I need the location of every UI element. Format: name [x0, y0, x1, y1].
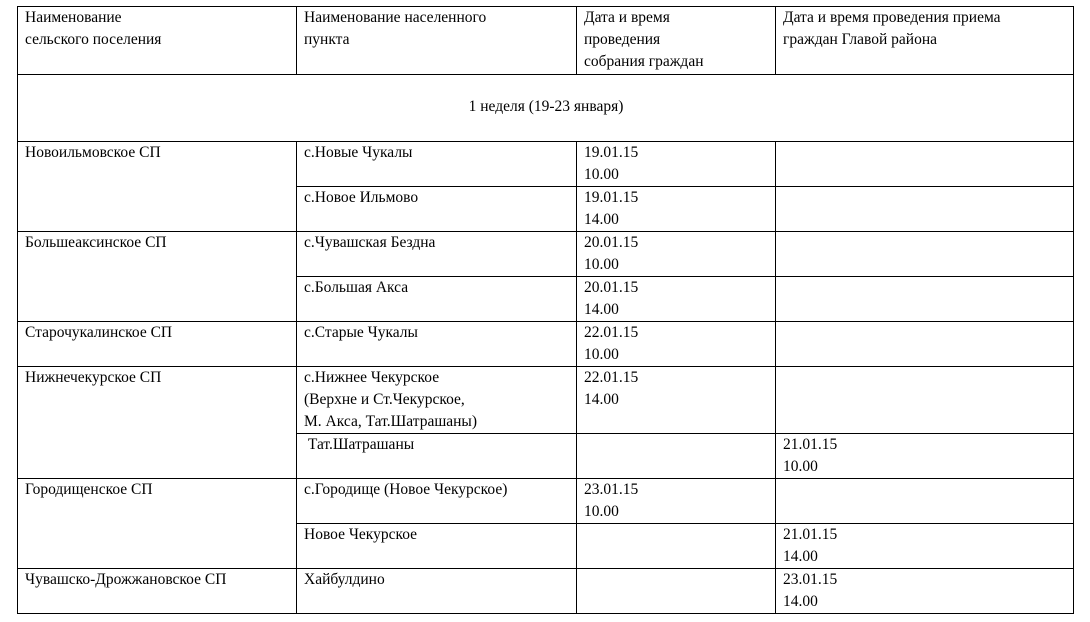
- table-row: [18, 479, 1074, 524]
- reception-cell: [776, 479, 1074, 524]
- locality-line: с.Нижнее Чекурское: [304, 369, 440, 386]
- locality-line: с.Старые Чукалы: [304, 324, 418, 341]
- week-row: [18, 75, 1074, 142]
- reception-date: 23.01.15: [783, 571, 838, 588]
- reception-time: 14.00: [783, 548, 818, 565]
- header-settlement: [18, 7, 297, 75]
- meeting-time: 14.00: [584, 391, 619, 408]
- reception-cell: [776, 367, 1074, 434]
- reception-cell: [776, 142, 1074, 187]
- meeting-time: 10.00: [584, 166, 619, 183]
- settlement-cell: Новоильмовское СП: [18, 142, 297, 232]
- meeting-cell: [577, 322, 776, 367]
- meeting-cell: [577, 434, 776, 479]
- locality-cell: [297, 142, 577, 187]
- locality-cell: [297, 569, 577, 614]
- reception-date: 21.01.15: [783, 436, 838, 453]
- locality-line: Новое Чекурское: [304, 526, 418, 543]
- settlement-cell: Нижнечекурское СП: [18, 367, 297, 479]
- meeting-date: 19.01.15: [584, 189, 639, 206]
- meeting-cell: [577, 232, 776, 277]
- locality-line: с.Городище (Новое Чекурское): [304, 481, 508, 498]
- locality-line: с.Новое Ильмово: [304, 189, 419, 206]
- locality-cell: [297, 232, 577, 277]
- locality-cell: [297, 479, 577, 524]
- settlement-cell: Большеаксинское СП: [18, 232, 297, 322]
- meeting-date: 19.01.15: [584, 144, 639, 161]
- header-text: Наименование населенного: [304, 9, 487, 26]
- meeting-cell: [577, 142, 776, 187]
- meeting-cell: [577, 569, 776, 614]
- table-row: [18, 232, 1074, 277]
- reception-cell: [776, 569, 1074, 614]
- locality-line: с.Чувашская Бездна: [304, 234, 436, 251]
- meeting-time: 10.00: [584, 503, 619, 520]
- header-text: Дата и время проведения приема: [783, 9, 1001, 26]
- header-text: сельского поселения: [25, 31, 162, 48]
- locality-cell: [297, 187, 577, 232]
- meeting-cell: [577, 367, 776, 434]
- settlement-cell: Городищенское СП: [18, 479, 297, 569]
- table-row: [18, 322, 1074, 367]
- reception-cell: [776, 322, 1074, 367]
- header-text: проведения: [584, 31, 661, 48]
- meeting-date: 22.01.15: [584, 324, 639, 341]
- meeting-cell: [577, 277, 776, 322]
- meeting-time: 10.00: [584, 256, 619, 273]
- meeting-cell: [577, 524, 776, 569]
- locality-cell: [297, 277, 577, 322]
- meeting-cell: [577, 187, 776, 232]
- header-text: Дата и время: [584, 9, 670, 26]
- meeting-date: 20.01.15: [584, 279, 639, 296]
- reception-cell: [776, 187, 1074, 232]
- header-row: [18, 7, 1074, 75]
- week-label: 1 неделя (19-23 января): [18, 75, 1074, 142]
- reception-cell: [776, 524, 1074, 569]
- locality-line: (Верхне и Ст.Чекурское,: [304, 391, 465, 408]
- header-meeting: [577, 7, 776, 75]
- header-text: Наименование: [25, 9, 122, 26]
- meeting-cell: [577, 479, 776, 524]
- locality-cell: [297, 434, 577, 479]
- meeting-time: 14.00: [584, 301, 619, 318]
- locality-line: М. Акса, Тат.Шатрашаны): [304, 413, 478, 430]
- locality-line: Хайбулдино: [304, 571, 385, 588]
- table-row: [18, 367, 1074, 434]
- locality-cell: [297, 524, 577, 569]
- meeting-time: 14.00: [584, 211, 619, 228]
- header-text: собрания граждан: [584, 53, 704, 70]
- settlement-cell: Чувашско-Дрожжановское СП: [18, 569, 297, 614]
- meeting-date: 23.01.15: [584, 481, 639, 498]
- locality-cell: [297, 367, 577, 434]
- reception-time: 10.00: [783, 458, 818, 475]
- reception-cell: [776, 232, 1074, 277]
- meeting-date: 22.01.15: [584, 369, 639, 386]
- header-text: граждан Главой района: [783, 31, 938, 48]
- header-text: пункта: [304, 31, 350, 48]
- settlement-cell: Старочукалинское СП: [18, 322, 297, 367]
- locality-line: с.Большая Акса: [304, 279, 409, 296]
- locality-line: с.Новые Чукалы: [304, 144, 413, 161]
- locality-cell: [297, 322, 577, 367]
- schedule-table: [17, 6, 1074, 614]
- header-reception: [776, 7, 1074, 75]
- header-locality: [297, 7, 577, 75]
- reception-cell: [776, 277, 1074, 322]
- reception-date: 21.01.15: [783, 526, 838, 543]
- locality-line: Тат.Шатрашаны: [304, 436, 415, 453]
- table-row: [18, 569, 1074, 614]
- reception-cell: [776, 434, 1074, 479]
- reception-time: 14.00: [783, 593, 818, 610]
- meeting-time: 10.00: [584, 346, 619, 363]
- meeting-date: 20.01.15: [584, 234, 639, 251]
- table-row: [18, 142, 1074, 187]
